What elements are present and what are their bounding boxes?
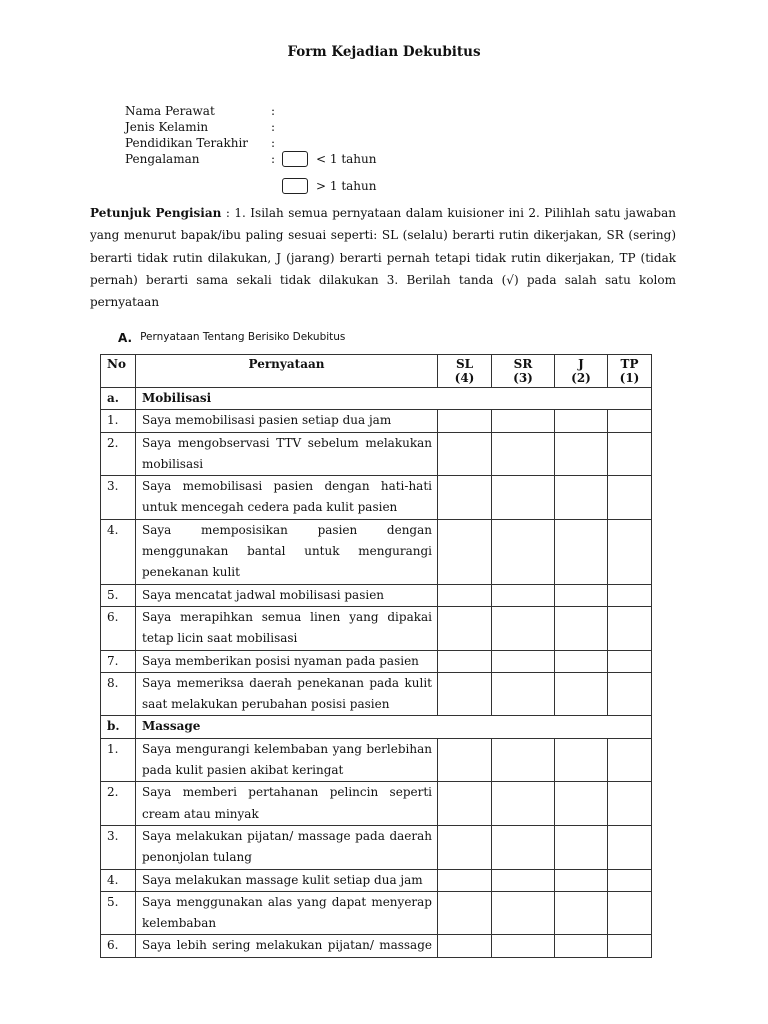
- answer-cell-j[interactable]: [555, 672, 608, 716]
- row-number: 4.: [101, 869, 136, 891]
- table-row: [101, 738, 652, 782]
- answer-cell-tp[interactable]: [608, 410, 652, 432]
- identity-row-pendidikan: [125, 135, 281, 151]
- questionnaire-table: [100, 354, 652, 958]
- header-tp-label: TP: [620, 357, 639, 371]
- answer-cell-j[interactable]: [555, 869, 608, 891]
- table-row: [101, 891, 652, 935]
- answer-cell-sl[interactable]: [438, 606, 492, 650]
- answer-cell-j[interactable]: [555, 606, 608, 650]
- checkbox-less-1-year[interactable]: [282, 151, 308, 167]
- identity-row-jenis-kelamin: [125, 119, 281, 135]
- identity-block: [125, 103, 281, 167]
- answer-cell-sr[interactable]: [492, 825, 555, 869]
- identity-label: Jenis Kelamin: [125, 120, 209, 134]
- answer-cell-sr[interactable]: [492, 891, 555, 935]
- header-sl-label: SL: [455, 357, 474, 371]
- table-row: [101, 410, 652, 432]
- identity-label: Nama Perawat: [125, 104, 215, 118]
- answer-cell-sr[interactable]: [492, 650, 555, 672]
- row-statement: Saya memeriksa daerah penekanan pada kulit saat melakukan perubahan posisi pasien: [136, 672, 438, 716]
- row-statement: Saya memberi pertahanan pelincin seperti cream atau minyak: [136, 782, 438, 826]
- row-number: 5.: [101, 891, 136, 935]
- answer-cell-sl[interactable]: [438, 738, 492, 782]
- answer-cell-tp[interactable]: [608, 432, 652, 476]
- category-name: Mobilisasi: [136, 388, 652, 410]
- answer-cell-tp[interactable]: [608, 584, 652, 606]
- row-number: 2.: [101, 782, 136, 826]
- answer-cell-sl[interactable]: [438, 410, 492, 432]
- header-sr: [492, 355, 555, 388]
- row-statement: Saya memberikan posisi nyaman pada pasien: [136, 650, 438, 672]
- answer-cell-tp[interactable]: [608, 738, 652, 782]
- row-number: 5.: [101, 584, 136, 606]
- answer-cell-sr[interactable]: [492, 410, 555, 432]
- answer-cell-tp[interactable]: [608, 935, 652, 957]
- answer-cell-j[interactable]: [555, 891, 608, 935]
- answer-cell-sl[interactable]: [438, 432, 492, 476]
- answer-cell-sr[interactable]: [492, 476, 555, 520]
- identity-row-pengalaman: [125, 151, 281, 167]
- instructions-text: : 1. Isilah semua pernyataan dalam kuisioner ini 2. Pilihlah satu jawaban yang menurut bapak/ibu paling sesuai seperti: SL (selalu) berarti rutin dikerjakan, SR (sering) berarti tidak rutin dilakukan, J (jarang) berarti pernah tetapi tidak rutin dikerjakan, TP (tidak pernah) berarti sama sekali tidak dilakukan 3. Berilah tanda (√) pada salah satu kolom pernyataan: [90, 206, 676, 310]
- row-number: 3.: [101, 476, 136, 520]
- row-statement: Saya memposisikan pasien dengan menggunakan bantal untuk mengurangi penekanan kulit: [136, 519, 438, 584]
- table-header-row: [101, 355, 652, 388]
- answer-cell-sr[interactable]: [492, 584, 555, 606]
- header-j: [555, 355, 608, 388]
- identity-colon: :: [271, 152, 276, 166]
- row-statement: Saya mengobservasi TTV sebelum melakukan mobilisasi: [136, 432, 438, 476]
- row-statement: Saya mengurangi kelembaban yang berlebihan pada kulit pasien akibat keringat: [136, 738, 438, 782]
- header-j-label: J: [578, 357, 584, 371]
- header-tp: [608, 355, 652, 388]
- experience-option-more[interactable]: [282, 178, 376, 194]
- table-row: [101, 476, 652, 520]
- header-j-score: (2): [571, 371, 591, 385]
- section-heading: [118, 331, 345, 345]
- row-number: 6.: [101, 935, 136, 957]
- category-name: Massage: [136, 716, 652, 738]
- answer-cell-j[interactable]: [555, 584, 608, 606]
- row-number: 1.: [101, 738, 136, 782]
- answer-cell-tp[interactable]: [608, 869, 652, 891]
- header-sr-label: SR: [513, 357, 533, 371]
- answer-cell-j[interactable]: [555, 935, 608, 957]
- row-statement: Saya merapihkan semua linen yang dipakai tetap licin saat mobilisasi: [136, 606, 438, 650]
- row-number: 4.: [101, 519, 136, 584]
- answer-cell-tp[interactable]: [608, 672, 652, 716]
- row-statement: Saya memobilisasi pasien dengan hati-hati untuk mencegah cedera pada kulit pasien: [136, 476, 438, 520]
- answer-cell-sr[interactable]: [492, 432, 555, 476]
- category-code: b.: [101, 716, 136, 738]
- header-statement: Pernyataan: [136, 355, 438, 388]
- answer-cell-sl[interactable]: [438, 476, 492, 520]
- row-statement: Saya melakukan pijatan/ massage pada daerah penonjolan tulang: [136, 825, 438, 869]
- experience-option-label: > 1 tahun: [316, 179, 377, 193]
- answer-cell-sr[interactable]: [492, 606, 555, 650]
- answer-cell-sl[interactable]: [438, 519, 492, 584]
- identity-label: Pengalaman: [125, 152, 200, 166]
- answer-cell-sl[interactable]: [438, 825, 492, 869]
- answer-cell-sl[interactable]: [438, 782, 492, 826]
- row-number: 1.: [101, 410, 136, 432]
- answer-cell-j[interactable]: [555, 432, 608, 476]
- row-statement: Saya memobilisasi pasien setiap dua jam: [136, 410, 438, 432]
- row-number: 8.: [101, 672, 136, 716]
- answer-cell-j[interactable]: [555, 650, 608, 672]
- category-code: a.: [101, 388, 136, 410]
- row-statement: Saya menggunakan alas yang dapat menyerap kelembaban: [136, 891, 438, 935]
- table-row: [101, 432, 652, 476]
- table-row: [101, 584, 652, 606]
- page-title: Form Kejadian Dekubitus: [287, 44, 481, 60]
- identity-label: Pendidikan Terakhir: [125, 136, 249, 150]
- identity-colon: :: [271, 104, 276, 118]
- checkbox-more-1-year[interactable]: [282, 178, 308, 194]
- table-row: [101, 782, 652, 826]
- table-row: [101, 519, 652, 584]
- answer-cell-sr[interactable]: [492, 935, 555, 957]
- table-row: [101, 650, 652, 672]
- row-number: 7.: [101, 650, 136, 672]
- answer-cell-sl[interactable]: [438, 584, 492, 606]
- answer-cell-sr[interactable]: [492, 519, 555, 584]
- answer-cell-j[interactable]: [555, 476, 608, 520]
- identity-colon: :: [271, 136, 276, 150]
- answer-cell-sl[interactable]: [438, 672, 492, 716]
- table-row: [101, 606, 652, 650]
- row-statement: Saya melakukan massage kulit setiap dua jam: [136, 869, 438, 891]
- row-statement: Saya lebih sering melakukan pijatan/ massage: [136, 935, 438, 957]
- table-row: [101, 825, 652, 869]
- instructions-paragraph: [90, 202, 676, 313]
- header-sl: [438, 355, 492, 388]
- identity-colon: :: [271, 120, 276, 134]
- answer-cell-sl[interactable]: [438, 935, 492, 957]
- answer-cell-sr[interactable]: [492, 869, 555, 891]
- answer-cell-sl[interactable]: [438, 650, 492, 672]
- header-sl-score: (4): [454, 371, 475, 385]
- answer-cell-j[interactable]: [555, 782, 608, 826]
- table-row: [101, 869, 652, 891]
- answer-cell-tp[interactable]: [608, 650, 652, 672]
- header-tp-score: (1): [619, 371, 640, 385]
- experience-option-label: < 1 tahun: [316, 152, 377, 166]
- table-row: [101, 935, 652, 957]
- row-statement: Saya mencatat jadwal mobilisasi pasien: [136, 584, 438, 606]
- answer-cell-sr[interactable]: [492, 672, 555, 716]
- answer-cell-tp[interactable]: [608, 606, 652, 650]
- answer-cell-j[interactable]: [555, 519, 608, 584]
- header-no: No: [101, 355, 136, 388]
- answer-cell-tp[interactable]: [608, 476, 652, 520]
- answer-cell-j[interactable]: [555, 738, 608, 782]
- answer-cell-sl[interactable]: [438, 891, 492, 935]
- answer-cell-tp[interactable]: [608, 782, 652, 826]
- answer-cell-sl[interactable]: [438, 869, 492, 891]
- header-sr-score: (3): [513, 371, 533, 385]
- category-row-massage: [101, 716, 652, 738]
- answer-cell-j[interactable]: [555, 825, 608, 869]
- row-number: 6.: [101, 606, 136, 650]
- experience-option-less[interactable]: [282, 151, 376, 167]
- section-letter: A.: [118, 331, 133, 345]
- instructions-label: Petunjuk Pengisian: [90, 206, 222, 220]
- answer-cell-sr[interactable]: [492, 782, 555, 826]
- answer-cell-j[interactable]: [555, 410, 608, 432]
- answer-cell-tp[interactable]: [608, 891, 652, 935]
- section-title: Pernyataan Tentang Berisiko Dekubitus: [140, 331, 346, 343]
- table-row: [101, 672, 652, 716]
- answer-cell-tp[interactable]: [608, 519, 652, 584]
- identity-row-nama: [125, 103, 281, 119]
- category-row-mobilisasi: [101, 388, 652, 410]
- answer-cell-sr[interactable]: [492, 738, 555, 782]
- answer-cell-tp[interactable]: [608, 825, 652, 869]
- row-number: 2.: [101, 432, 136, 476]
- row-number: 3.: [101, 825, 136, 869]
